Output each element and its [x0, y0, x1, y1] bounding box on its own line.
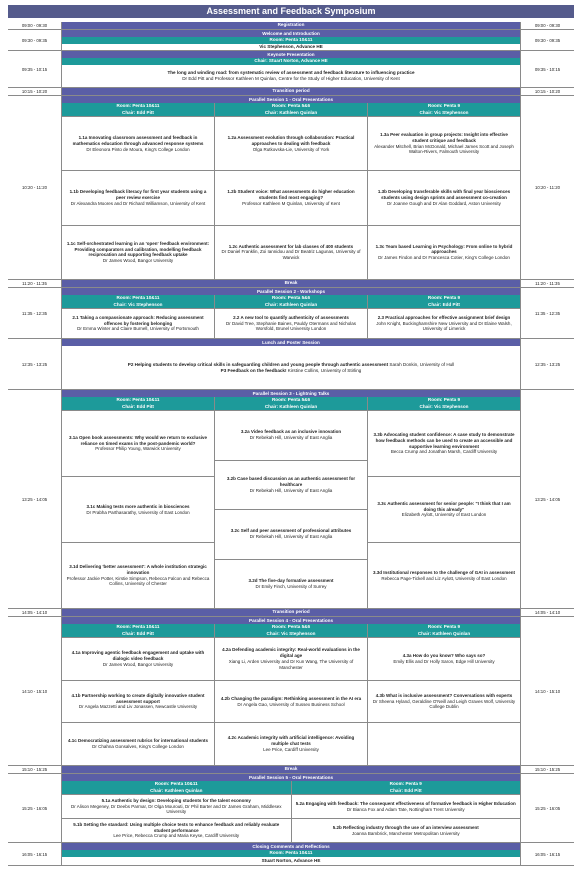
session-column [367, 624, 520, 765]
presentation-cell [368, 680, 520, 723]
time-slot: 15:10 - 15:25 [21, 767, 48, 772]
session-title: Closing Comments and Reflections [62, 843, 520, 850]
session-title: Parallel Session 3 - Lightning Talks [62, 390, 520, 397]
presentation-title: 2.1 Taking a compassionate approach: Reducing assessment offences by fostering belonging [72, 314, 204, 326]
time-slot-right: 14:10 - 15:10 [534, 688, 561, 694]
presentation-authors: Elizabeth Aylott, University of East London [401, 512, 487, 518]
time-slot-right: 12:35 - 13:25 [534, 361, 561, 367]
presentation-title: 3.1c Making tests more authentic in biosciences [86, 503, 190, 509]
session-title: Registration [277, 22, 305, 28]
presentation-cell [62, 818, 291, 842]
column-header [368, 624, 520, 637]
presentation-title: 4.3a How do you know? Who says so? [402, 653, 486, 659]
column-header [62, 397, 214, 410]
session-ps1 [61, 96, 521, 279]
chair-label: Chair: Vic Stephenson [113, 301, 163, 307]
chair-label: Chair: Vic Stephenson [419, 403, 469, 409]
session-closing [61, 843, 521, 865]
presentation-cell [215, 460, 367, 510]
presentation-cell [215, 410, 367, 460]
presentation-authors: Olga Rutkovska-Lie, University of York [252, 146, 330, 152]
room-label: Room: Penta 10&11 [116, 295, 160, 300]
presentation-authors: Dr Eleonora Pinto de Moura, King's College London [86, 146, 190, 152]
presentation-title: 1.3a Peer evaluation in group projects: Insight into effective student critique and feedback [380, 132, 508, 143]
session-title: Transition period [272, 88, 310, 94]
column-header [368, 103, 520, 116]
presentation-title: 3.2c Self and peer assessment of professional attributes [230, 528, 352, 534]
presentation-title: 5.2b Reflecting industry through the use of an interview assessment [332, 824, 479, 830]
session-registration [61, 22, 521, 29]
presentation-authors: Dr Joanne Gough and Dr Alan Goddard, Aston University [387, 200, 501, 206]
presentation-authors: Xiang Li, Arden University and Dr Kun Wang, The University of Manchester [228, 658, 354, 670]
presentation-authors: Lee Price, Rebecca Crump and Maria Keyse, Cardiff University [113, 833, 240, 839]
session-break2 [61, 766, 521, 773]
chair-label: Chair: Edd Pitt [122, 630, 154, 636]
session-title: Break [284, 280, 298, 286]
session-title: Transition period [272, 609, 310, 615]
room-label: Room: Penta 10&11 [116, 397, 160, 402]
presentation-cell [62, 410, 214, 476]
session-column [214, 397, 367, 608]
session-room: Chair: Stuart Norton, Advance HE [254, 58, 328, 63]
presentation-cell [62, 225, 214, 279]
presentation-cell [62, 794, 291, 818]
schedule-row-break2 [8, 766, 574, 774]
time-slot: 09:35 - 10:15 [21, 66, 48, 72]
column-header [62, 295, 214, 308]
poster-authors: Kirstine Collins, University of Stirling [286, 367, 362, 373]
time-slot: 14:05 - 14:10 [21, 610, 48, 615]
time-slot-right: 09:35 - 10:15 [534, 66, 561, 72]
presentation-title: 3.2d The five-day formative assessment [248, 577, 334, 583]
room-label: Room: Penta 9 [427, 624, 461, 629]
session-ps4 [61, 617, 521, 765]
programme [8, 5, 574, 866]
presentation-authors: John Knight, Buckinghamshire New University and Dr Elaine Walsh, University of Limerick [376, 320, 512, 332]
room-label: Room: Penta 9 [427, 397, 461, 402]
presentation-title: 4.2c Academic integrity with artificial intelligence: Avoiding multiple chat tests [227, 735, 355, 747]
presentation-cell [62, 170, 214, 224]
schedule-row-ps5 [8, 774, 574, 843]
presentation-authors: Lee Price, Cardiff University [263, 747, 319, 753]
presentation-cell [62, 116, 214, 170]
schedule-row-ps1 [8, 96, 574, 280]
poster-title: P2 Helping students to develop critical skills in safeguarding children and young people through authentic assessment [127, 361, 389, 367]
presentation-cell [62, 308, 214, 338]
presentation-title: 1.2c Authentic assessment for lab classes of 400 students [228, 243, 354, 249]
presentation-cell [62, 542, 214, 608]
chair-label: Chair: Kathleen Quinlan [150, 787, 203, 793]
presentation-authors: Dr Rebekah Hill, University of East Anglia [249, 534, 333, 540]
session-column [62, 295, 214, 338]
presentation-authors: Dr Sheena Hyland, Geraldine O'Neill and Leigh Graves Wolf, University College Dublin [372, 698, 516, 710]
presentation-authors: Dr Chahna Gonsalves, King's College London [92, 744, 184, 750]
poster-authors: Sarah Donkin, University of Hull [388, 361, 455, 367]
time-slot-right: 11:20 - 11:35 [535, 281, 560, 286]
time-slot: 11:35 - 12:35 [21, 310, 47, 316]
session-column [214, 103, 367, 279]
presentation-title: 3.1a Open book assessments: Why would we return to exclusive reliance on timed exams in the post-pandemic world? [68, 434, 208, 446]
presentation-cell [368, 308, 520, 338]
room-label: Room: Penta 5&6 [271, 624, 311, 629]
presentation-cell [215, 722, 367, 765]
column-header [62, 624, 214, 637]
presentation-authors: Dr Emma Winter and Claire Burnell, University of Portsmouth [77, 326, 199, 332]
session-grid [62, 781, 520, 842]
room-label: Room: Penta 10&11 [116, 103, 160, 108]
keynote-speakers: Dr Edd Pitt and Professor Kathleen M Quinlan, Centre for the Study of Higher Education, University of Kent [182, 75, 400, 81]
session-title: Parallel Session 1 - Oral Presentations [62, 96, 520, 103]
chair-label: Chair: Kathleen Quinlan [264, 301, 318, 307]
room-label: Room: Penta 9 [427, 103, 461, 108]
time-slot-right: 14:05 - 14:10 [534, 610, 561, 615]
presentation-authors: Dr James Findon and Dr Francesca Cotier, King's College London [378, 255, 510, 261]
presentation-cell [368, 542, 520, 608]
session-break1 [61, 280, 521, 287]
time-slot: 14:10 - 15:10 [21, 688, 48, 694]
room-label: Room: Penta 5&6 [271, 295, 311, 300]
presentation-cell [215, 559, 367, 609]
time-slot: 10:15 - 10:20 [21, 89, 48, 94]
presentation-title: 3.2a Video feedback as an inclusive innovation [240, 429, 342, 435]
session-title: Lunch and Poster Session [62, 339, 520, 346]
column-header [215, 295, 367, 308]
session-grid [62, 103, 520, 279]
time-slot-right: 09:00 - 09:30 [534, 23, 561, 28]
schedule-table [8, 22, 574, 866]
schedule-row-welcome [8, 30, 574, 51]
schedule-row-transition2 [8, 609, 574, 617]
poster-item [62, 368, 520, 374]
session-column [367, 295, 520, 338]
schedule-row-ps4 [8, 617, 574, 766]
presentation-title: 3.1d Delivering 'better assessment': A whole institution strategic innovation [69, 563, 207, 575]
time-slot-right: 16:05 - 16:15 [534, 851, 561, 857]
session-column [214, 295, 367, 338]
room-label: Room: Penta 9 [389, 781, 422, 786]
page-title: Assessment and Feedback Symposium [8, 5, 574, 18]
room-label: Room: Penta 10&11 [154, 781, 198, 786]
presentation-authors: Dr Angela Mazzetti and Liv Jonassen, Newcastle University [78, 704, 198, 710]
schedule-row-ps2 [8, 288, 574, 339]
time-slot-right: 10:15 - 10:20 [534, 89, 561, 94]
presentation-cell [368, 637, 520, 680]
session-column [214, 624, 367, 765]
schedule-row-closing [8, 843, 574, 866]
presentation-authors: Dr David Tree, Stephanie Baines, Pauldy Otermans and Nicholas Worsfold, Brunel University London [225, 320, 357, 332]
session-column [367, 103, 520, 279]
chair-label: Chair: Kathleen Quinlan [264, 403, 318, 409]
time-slot-right: 11:35 - 12:35 [534, 310, 560, 316]
presentation-authors: Dr Bianca Fox and Adam Tate, Nottingham Trent University [346, 806, 465, 812]
presentation-cell [62, 637, 214, 680]
presentation-title: 3.3b Advocating student confidence: A case study to demonstrate how feedback methods can be used to create an accessible and supportive learning environment [373, 431, 515, 449]
column-header [215, 624, 367, 637]
session-ps5 [61, 774, 521, 842]
presentation-authors: Dr Prabha Parthasarathy, University of East London [86, 509, 190, 515]
presentation-title: 1.1a Innovating classroom assessment and feedback in mathematics education through advanced response systems [72, 134, 204, 146]
presentation-authors: Professor Philip Young, Warwick University [95, 446, 181, 452]
presentation-cell [215, 170, 367, 224]
presentation-cell [215, 509, 367, 559]
session-room: Room: Penta 10&11 [269, 37, 313, 42]
presentation-title: 1.3c Team based Learning in Psychology: From online to hybrid approaches [375, 243, 513, 255]
session-speaker: Vic Stephenson, Advance HE [259, 43, 323, 49]
presentation-cell [292, 794, 521, 818]
session-speaker [62, 65, 520, 88]
session-title: Parallel Session 5 - Oral Presentations [62, 774, 520, 781]
presentation-authors: Dr Alison Megeney, Dr Deebs Parmar, Dr Olga Mourouti, Dr Phil Barter and Dr James Graham, Middlesex University [71, 803, 282, 815]
room-label: Room: Penta 5&6 [271, 103, 311, 108]
session-transition2 [61, 609, 521, 616]
session-column [62, 103, 214, 279]
presentation-cell [62, 476, 214, 542]
session-room: Room: Penta 10&11 [269, 850, 313, 855]
presentation-title: 1.2a Assessment evolution through collaboration: Practical approaches to dealing with feedback [227, 134, 355, 146]
keynote-title: The long and winding road: from systematic review of assessment and feedback literature to influencing practice [167, 69, 415, 75]
time-slot: 16:05 - 16:15 [21, 851, 48, 857]
presentation-authors: Professor Kathleen M Quinlan, University of Kent [242, 200, 340, 206]
session-column [62, 781, 291, 842]
presentation-authors: Dr James Wood, Bangor University [102, 661, 174, 667]
presentation-title: 1.2b Student voice: What assessments do higher education students find most engaging? [227, 189, 355, 201]
time-slot-right: 15:10 - 15:25 [534, 767, 561, 772]
schedule-row-keynote [8, 51, 574, 88]
presentation-authors: Joanna Bambrick, Manchester Metropolitan University [351, 830, 460, 836]
presentation-cell [368, 410, 520, 476]
session-title: Parallel Session 4 - Oral Presentations [62, 617, 520, 624]
chair-label: Chair: Vic Stephenson [266, 630, 316, 636]
presentation-title: 4.1b Partnership working to create digitally innovative student assessment support [71, 692, 205, 704]
presentation-title: 2.3 Practical approaches for effective assignment brief design [377, 314, 511, 320]
session-lunch [61, 339, 521, 389]
presentation-authors: Rebecca Page-Tickell and Liz Aylott, University of East London [381, 575, 507, 581]
schedule-row-ps3 [8, 390, 574, 609]
presentation-title: 4.2b Changing the paradigm: Rethinking assessment in the AI era [220, 695, 362, 701]
poster-title: P3 Feedback on the feedback! [220, 367, 287, 373]
schedule-row-registration [8, 22, 574, 30]
presentation-title: 1.1b Developing feedback literacy for first year students using a peer review exercise [69, 189, 207, 201]
presentation-cell [215, 225, 367, 279]
presentation-authors: Dr Daniel Franklin, Zoi Iannidou and Dr Beatriz Lagunas, University of Warwick [221, 249, 361, 261]
session-grid [62, 295, 520, 338]
schedule-row-break1 [8, 280, 574, 288]
column-header [62, 781, 291, 794]
time-slot: 09:00 - 09:30 [21, 23, 48, 28]
presentation-cell [292, 818, 521, 842]
presentation-title: 4.2a Defending academic integrity: Real-world evaluations in the digital age [222, 647, 360, 659]
time-slot: 15:25 - 16:05 [21, 805, 48, 811]
session-title: Welcome and Introduction [62, 30, 520, 37]
time-slot: 13:25 - 14:05 [21, 496, 48, 502]
session-grid [62, 624, 520, 765]
time-slot: 09:30 - 09:35 [21, 37, 48, 43]
column-header [368, 295, 520, 308]
presentation-title: 5.2a Engaging with feedback: The consequent effectiveness of formative feedback in Higher Education [295, 800, 516, 806]
schedule-row-lunch [8, 339, 574, 390]
column-header [292, 781, 521, 794]
presentation-cell [62, 680, 214, 723]
room-label: Room: Penta 10&11 [116, 624, 160, 629]
presentation-title: 2.2 A new tool to quantify authenticity of assessments [233, 314, 349, 320]
time-slot-right: 10:20 - 11:20 [534, 185, 560, 190]
chair-label: Chair: Edd Pitt [389, 787, 422, 793]
presentation-title: 3.3d Institutional responses to the challenge of GAI in assessment [372, 569, 516, 575]
presentation-cell [215, 116, 367, 170]
presentation-cell [368, 476, 520, 542]
presentation-cell [368, 225, 520, 279]
time-slot-right: 13:25 - 14:05 [534, 496, 561, 502]
session-column [62, 624, 214, 765]
presentation-cell [215, 308, 367, 338]
column-header [62, 103, 214, 116]
presentation-authors: Emily Ellis and Dr Holly Saron, Edge Hill University [393, 658, 495, 664]
presentation-cell [215, 637, 367, 680]
presentation-authors: Dr Alexandra Moores and Dr Richard Williamson, University of Kent [70, 200, 206, 206]
presentation-title: 3.3c Authentic assessment for senior people: "I think that I am doing this already" [377, 500, 511, 512]
session-title: Parallel Session 2 - Workshops [62, 288, 520, 295]
time-slot: 12:35 - 13:25 [21, 361, 48, 367]
poster-list [62, 346, 520, 389]
session-grid [62, 397, 520, 608]
session-column [291, 781, 521, 842]
presentation-title: 1.1c Self-orchestrated learning in an 'open' feedback environment: Providing comparators and calibration, modelling feedback reciprocation and supporting feedback uptake [66, 240, 210, 258]
presentation-authors: Dr Emily Finch, University of Surrey [255, 583, 327, 589]
presentation-title: 5.1b Setting the standard: Using multiple choice tests to enhance feedback and reliably evaluate student performance [73, 821, 280, 833]
presentation-title: 3.2b Case based discussion as an authentic assessment for healthcare [226, 476, 356, 487]
session-keynote [61, 51, 521, 87]
presentation-cell [62, 722, 214, 765]
session-column [62, 397, 214, 608]
chair-label: Chair: Edd Pitt [428, 301, 460, 307]
presentation-cell [368, 170, 520, 224]
presentation-cell [368, 722, 520, 765]
presentation-authors: Becca Crump and Jonathan Marsh, Cardiff University [390, 449, 498, 455]
presentation-authors: Professor Jackie Potter, Kirstie Simpson, Rebecca Falcon and Rebecca Collins, University of Chester [66, 575, 210, 587]
presentation-cell [368, 116, 520, 170]
session-title: Break [284, 766, 298, 772]
chair-label: Chair: Kathleen Quinlan [417, 630, 471, 636]
time-slot-right: 09:30 - 09:35 [534, 37, 561, 43]
presentation-authors: Dr James Wood, Bangor University [102, 258, 174, 264]
presentation-title: 4.3b What is inclusive assessment? Conversations with experts [375, 692, 513, 698]
session-welcome [61, 30, 521, 50]
chair-label: Chair: Vic Stephenson [419, 109, 469, 115]
presentation-authors: Dr Rebekah Hill, University of East Anglia [249, 487, 333, 493]
chair-label: Chair: Edd Pitt [122, 403, 154, 409]
chair-label: Chair: Kathleen Quinlan [264, 109, 318, 115]
presentation-title: 5.1a Authentic by design: Developing students for the talent economy [101, 797, 251, 803]
presentation-authors: Alexander Mitchell, Brian McDonald, Michael James Scott and Joseph Walton-Rivers, Falmouth University [374, 143, 514, 155]
session-ps3 [61, 390, 521, 608]
chair-label: Chair: Edd Pitt [122, 109, 154, 115]
room-label: Room: Penta 5&6 [271, 397, 311, 402]
presentation-authors: Dr Rebekah Hill, University of East Anglia [249, 435, 333, 441]
column-header [215, 103, 367, 116]
presentation-authors: Dr Angela Gao, University of Sussex Business School [237, 701, 345, 707]
time-slot: 10:20 - 11:20 [21, 185, 47, 190]
session-title: Keynote Presentation [62, 51, 520, 58]
time-slot: 11:20 - 11:35 [22, 281, 47, 286]
column-header [215, 397, 367, 410]
presentation-cell [215, 680, 367, 723]
session-speaker: Stuart Norton, Advance HE [261, 857, 321, 863]
time-slot-right: 15:25 - 16:05 [534, 805, 561, 811]
presentation-title: 1.3b Developing transferable skills with final year biosciences students using design sprints and assessment co-creation [377, 189, 511, 201]
room-label: Room: Penta 9 [427, 295, 461, 300]
schedule-row-transition1 [8, 88, 574, 96]
session-transition1 [61, 88, 521, 95]
presentation-title: 4.1a Improving agentic feedback engagement and uptake with dialogic video feedback [71, 650, 205, 661]
presentation-title: 4.1c Democratizing assessment rubrics for international students [67, 738, 209, 744]
session-ps2 [61, 288, 521, 338]
session-column [367, 397, 520, 608]
column-header [368, 397, 520, 410]
